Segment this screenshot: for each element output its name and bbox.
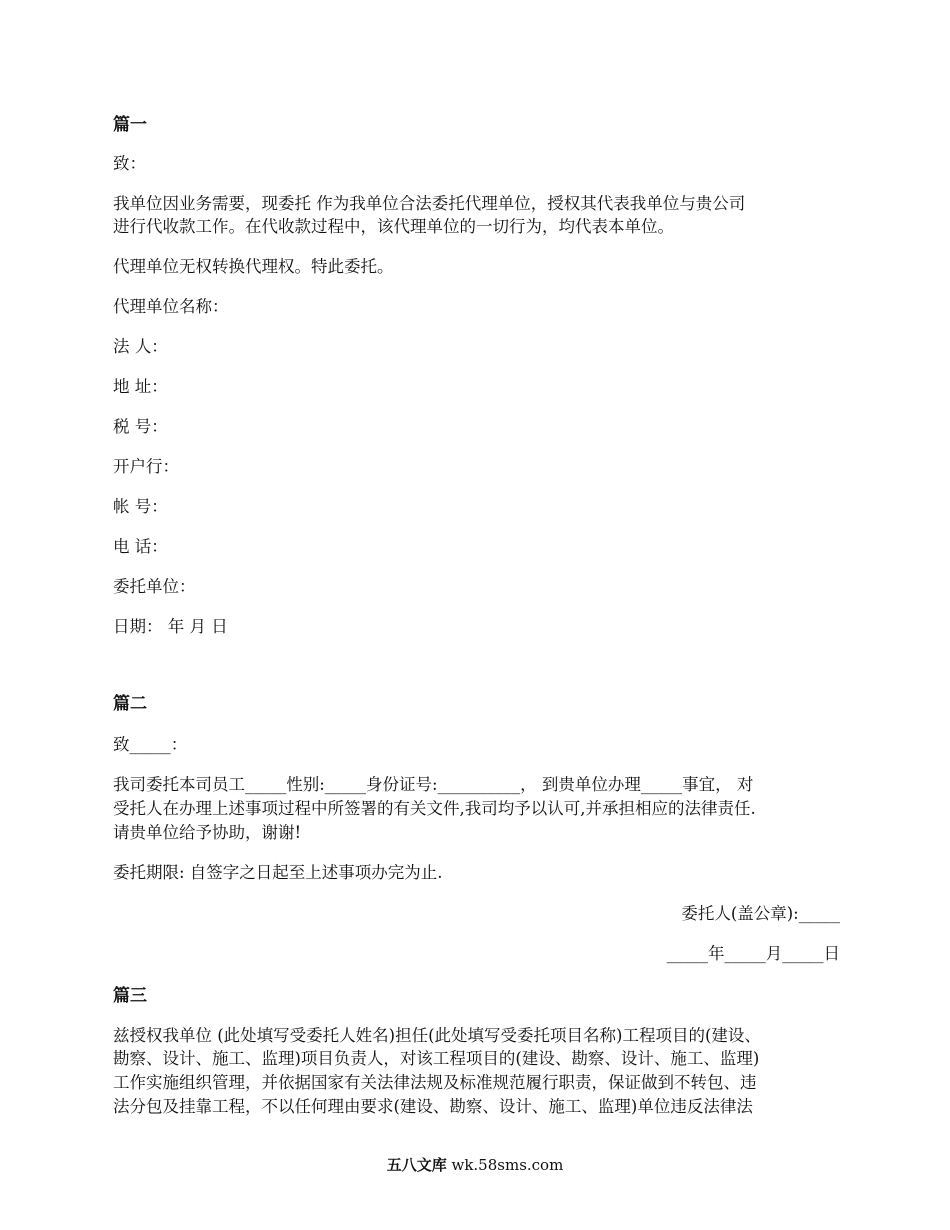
salutation-1: 致： [113, 154, 146, 173]
field-agent-name: 代理单位名称： [113, 297, 229, 316]
body-text-2-line-3: 请贵单位给予协助，谢谢! [113, 823, 302, 842]
field-date: 日期： 年 月 日 [113, 617, 228, 636]
field-principal: 委托单位： [113, 577, 196, 596]
section-heading-2: 篇二 [113, 694, 147, 714]
document-page [113, 0, 840, 1230]
body-text-3-line-1: 兹授权我单位 (此处填写受委托人姓名)担任(此处填写受委托项目名称)工程项目的(建设、 [113, 1026, 761, 1045]
footer-site: wk.58sms.com [451, 1156, 564, 1174]
body-text-1-line-1: 我单位因业务需要，现委托 作为我单位合法委托代理单位，授权其代表我单位与贵公司 [113, 194, 746, 213]
signature-date: _____年_____月_____日 [666, 944, 840, 963]
footer-brand: 五八文库 [386, 1156, 447, 1174]
page-footer [0, 1155, 950, 1175]
field-phone: 电 话： [113, 537, 168, 556]
body-text-2-line-1: 我司委托本司员工_____性别:_____身份证号:__________， 到贵单位办理_____事宜， 对 [113, 775, 754, 794]
body-text-3-line-3: 工作实施组织管理，并依据国家有关法律法规及标准规范履行职责，保证做到不转包、违 [113, 1073, 757, 1092]
salutation-2: 致_____： [113, 735, 188, 754]
body-text-3-line-2: 勘察、设计、施工、监理)项目负责人，对该工程项目的(建设、勘察、设计、施工、监理) [113, 1049, 760, 1068]
field-tax-number: 税 号： [113, 417, 168, 436]
signature-line: 委托人(盖公章):_____ [681, 904, 840, 923]
field-account: 帐 号： [113, 497, 168, 516]
field-bank: 开户行： [113, 457, 179, 476]
field-address: 地 址： [113, 377, 168, 396]
section-heading-1: 篇一 [113, 115, 147, 135]
field-legal-person: 法 人： [113, 337, 168, 356]
authorization-period: 委托期限: 自签字之日起至上述事项办完为止. [113, 863, 443, 882]
body-text-1-paragraph-2: 代理单位无权转换代理权。特此委托。 [113, 257, 394, 276]
body-text-3-line-4: 法分包及挂靠工程，不以任何理由要求(建设、勘察、设计、施工、监理)单位违反法律法 [113, 1097, 753, 1116]
section-heading-3: 篇三 [113, 986, 147, 1006]
body-text-2-line-2: 受托人在办理上述事项过程中所签署的有关文件,我司均予以认可,并承担相应的法律责任. [113, 799, 756, 818]
body-text-1-line-2: 进行代收款工作。在代收款过程中，该代理单位的一切行为，均代表本单位。 [113, 217, 674, 236]
